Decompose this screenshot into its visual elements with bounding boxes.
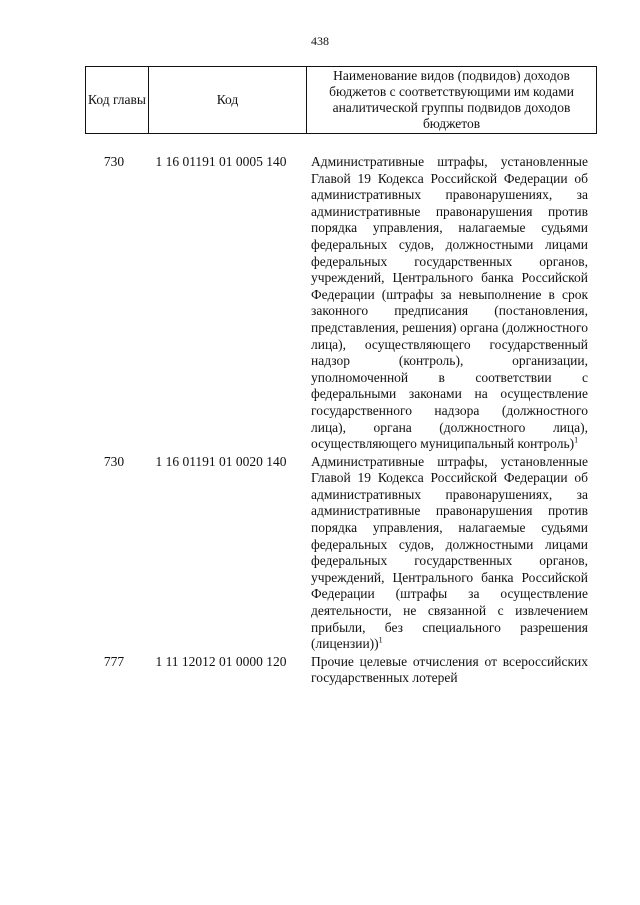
income-name: Прочие целевые отчисления от всероссийских государственных лотерей [311,653,588,686]
chapter-code: 730 [103,453,125,469]
chapter-code: 730 [103,154,125,169]
table-row [85,654,597,687]
income-code: 1 16 01191 01 0020 140 [155,453,287,469]
table-header [85,66,597,134]
income-code: 1 11 12012 01 0000 120 [155,653,287,669]
income-code: 1 16 01191 01 0005 140 [155,154,287,169]
footnote-mark: 1 [378,635,383,645]
page-number: 438 [311,34,329,48]
header-name: Наименование видов (подвидов) доходов бюджетов с соответствующими им кодами аналитической группы подвидов доходов бюджетов [307,67,597,134]
income-name: Административные штрафы, установленные Главой 19 Кодекса Российской Федерации об административных правонарушениях, за административные правонарушения против порядка управления, налагаемые судьями федеральных судов, должностными лицами федеральных государственных органов, учреждений, Центрального банка Российской Федерации (штрафы за осуществление деятельности, не связанной с извлечением прибыли, без специального разрешения (лицензии))$^1$ [311,453,588,652]
header-chapter-code: Код главы [86,67,149,134]
table-row [85,454,597,653]
income-name: Административные штрафы, установленные Главой 19 Кодекса Российской Федерации об административных правонарушениях, за административные правонарушения против порядка управления, налагаемые судьями федеральных судов, должностными лицами федеральных государственных органов, учреждений, Центрального банка Российской Федерации (штрафы за невыполнение в срок законного предписания (постановления, представления, решения) органа (должностного лица), осуществляющего государственный надзор (контроль), организации, уполномоченной в соответствии с федеральными законами на осуществление государственного надзора (должностного лица), органа (должностного лица), осуществляющего муниципальный контроль)$^1$ [311,154,588,452]
header-code: Код [149,67,307,134]
table-body [85,154,597,688]
footnote-mark: 1 [574,435,579,445]
chapter-code: 777 [103,653,125,669]
table-row [85,154,597,453]
